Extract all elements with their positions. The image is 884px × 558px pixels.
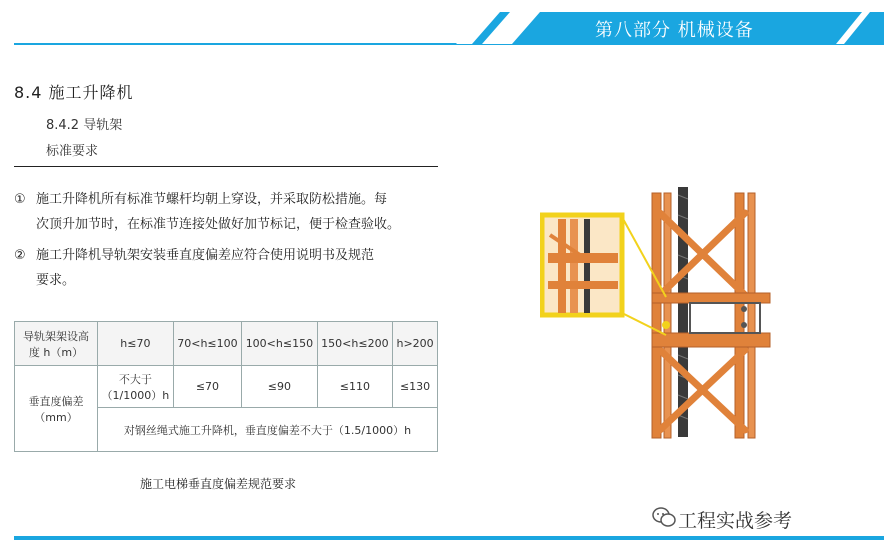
table-row: [15, 366, 438, 408]
paragraph-2: [14, 243, 444, 293]
paragraph-number: ①: [14, 192, 26, 207]
cell-text: 导轨架架设高: [23, 329, 89, 343]
table-cell: ≤130: [393, 366, 438, 408]
paragraph-1: [14, 187, 444, 237]
table-cell: 150<h≤200: [317, 322, 392, 366]
requirement-label: 标准要求: [46, 144, 99, 159]
header-title: 第八部分 机械设备: [595, 20, 754, 41]
section-heading: 8.4 施工升降机: [14, 83, 134, 102]
paragraph-number: ②: [14, 248, 26, 263]
table-cell: [98, 366, 174, 408]
table-cell: ≤70: [173, 366, 241, 408]
paragraph-line: [14, 212, 444, 237]
table-row-label: [15, 366, 98, 452]
table-row: [15, 322, 438, 366]
cell-text: 不大于: [118, 372, 152, 386]
paragraph-line: [14, 268, 444, 293]
cell-text: （mm）: [34, 410, 78, 424]
cell-text: 度 h（m）: [28, 345, 84, 359]
table-header-cell: [15, 322, 98, 366]
table-cell: 100<h≤150: [242, 322, 317, 366]
paragraph-line: [14, 243, 444, 268]
cell-text: （1/1000）h: [101, 388, 170, 402]
table-cell: ≤90: [242, 366, 317, 408]
wechat-icon: [652, 506, 676, 528]
cell-text: 垂直度偏差: [28, 394, 84, 408]
paragraph-line: [14, 187, 444, 212]
table-note-cell: 对钢丝绳式施工升降机，垂直度偏差不大于（1.5/1000）h: [98, 408, 438, 452]
paragraph-text: 要求。: [36, 273, 76, 288]
table-cell: h≤70: [98, 322, 174, 366]
watermark-text: 工程实战参考: [678, 510, 793, 532]
table-caption: 施工电梯垂直度偏差规范要求: [140, 477, 297, 491]
table-cell: h>200: [393, 322, 438, 366]
guide-rail-mast-illustration: [540, 185, 790, 440]
subsection-heading: 8.4.2 导轨架: [46, 118, 123, 133]
table-cell: 70<h≤100: [173, 322, 241, 366]
paragraph-text: 施工升降机所有标准节螺杆均朝上穿设，并采取防松措施。每: [36, 192, 388, 207]
deviation-table: [14, 321, 438, 452]
paragraph-text: 施工升降机导轨架安装垂直度偏差应符合使用说明书及规范: [36, 248, 375, 263]
section-divider: [14, 166, 438, 167]
table-cell: ≤110: [317, 366, 392, 408]
paragraph-text: 次顶升加节时，在标准节连接处做好加节标记，便于检查验收。: [36, 217, 401, 232]
footer-rule: [14, 536, 884, 540]
